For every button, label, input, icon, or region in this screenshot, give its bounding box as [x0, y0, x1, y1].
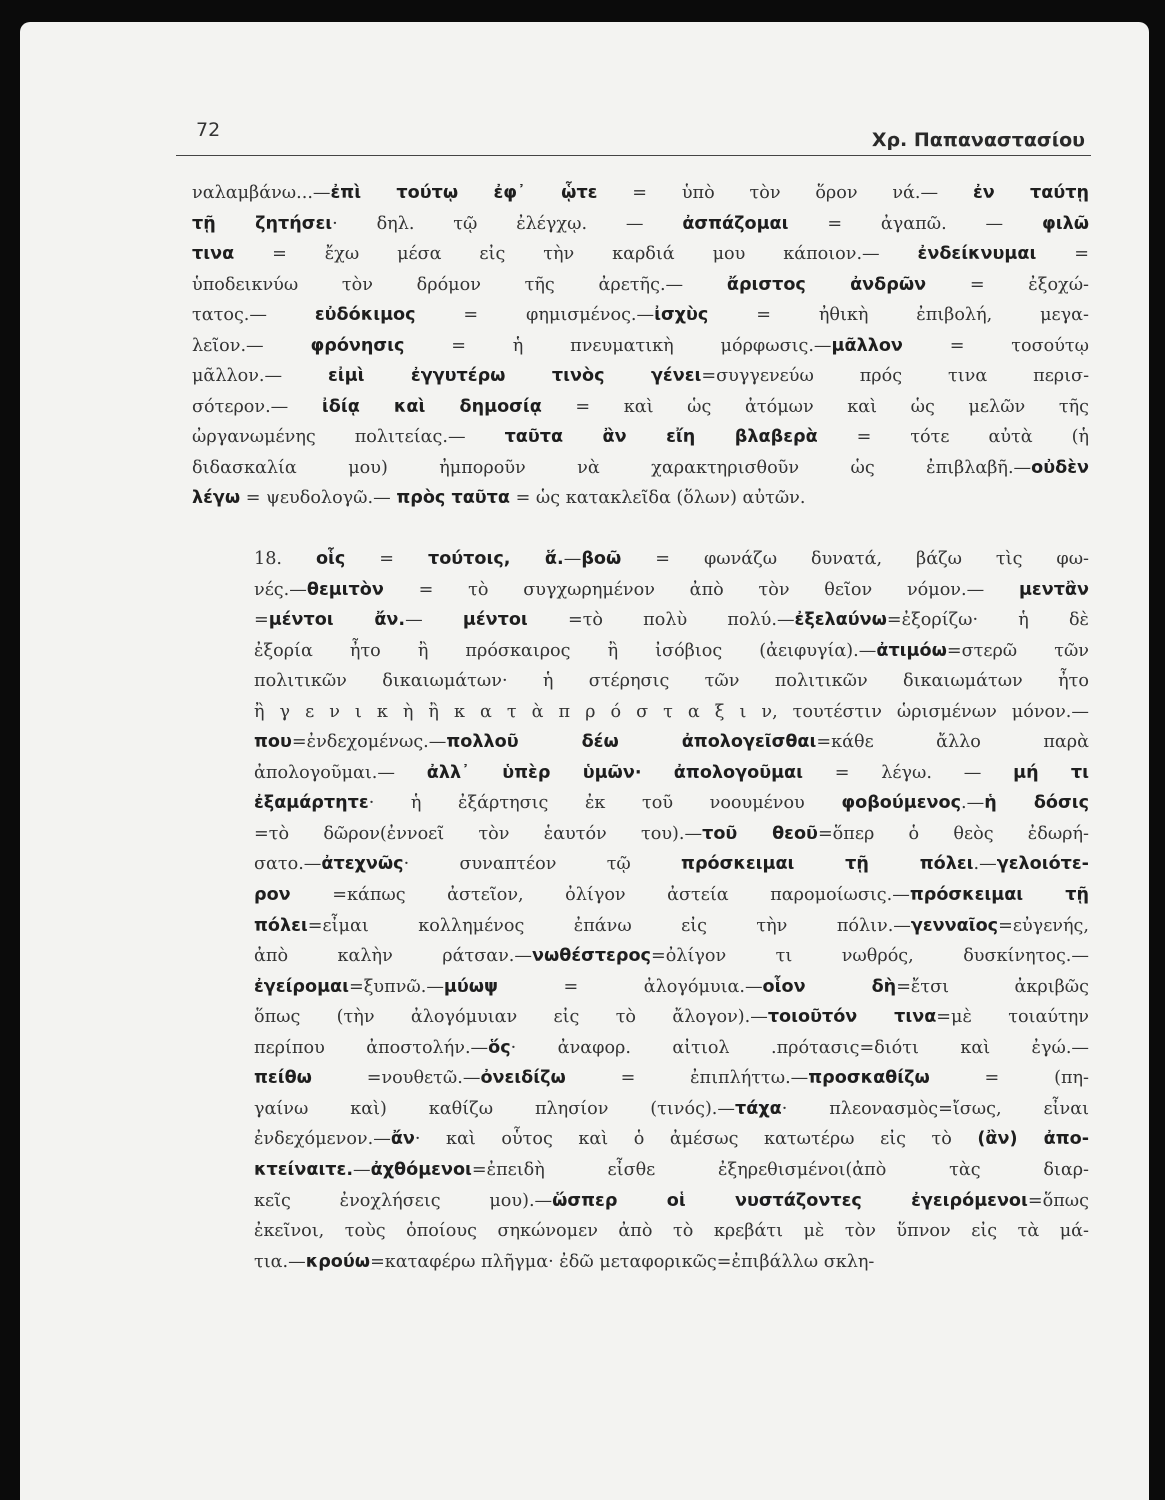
gloss-text: = ἡ πνευματικὴ μόρφωσις.— [404, 335, 832, 356]
gloss-text: =εὐγενής, [998, 915, 1089, 936]
text-line [192, 331, 1089, 362]
lemma-term: μή τι [1013, 762, 1089, 783]
lemma-term: οἷς [315, 549, 346, 570]
gloss-text: =συγγενεύω πρός τινα περισ- [701, 366, 1090, 387]
gloss-text: =ἐνδεχομένως.— [291, 732, 447, 753]
gloss-text: = φωνάζω δυνατά, βάζω τὶς φω- [621, 549, 1089, 570]
gloss-text: = ἐξοχώ- [926, 274, 1089, 295]
gloss-text: · ἀναφορ. αἰτιολ .πρότασις=διότι καὶ ἐγώ.— [510, 1037, 1090, 1058]
lemma-term: οἷον δὴ [762, 976, 897, 997]
text-line [192, 1186, 1089, 1217]
gloss-text: μᾶλλον.— [192, 366, 329, 387]
text-line [192, 941, 1089, 972]
lemma-term: ἐξαμάρτητε [254, 793, 369, 814]
gloss-text: 18. [254, 549, 316, 570]
lemma-term: ἰδίᾳ καὶ δημοσίᾳ [321, 396, 542, 417]
gloss-text: λεῖον.— [192, 335, 311, 356]
gloss-text: = ὑπὸ τὸν ὅρον νά.— [597, 183, 973, 203]
gloss-text: =κάπως ἀστεῖον, ὀλίγον ἀστεία παρομοίωσις.— [290, 885, 910, 906]
gloss-text: =κάθε ἄλλο παρὰ [816, 732, 1089, 753]
lemma-term: πρὸς ταῦτα [396, 488, 510, 509]
gloss-text: = [345, 549, 428, 570]
gloss-text: ἀπολογοῦμαι.— [254, 762, 427, 783]
text-line [192, 849, 1089, 880]
lemma-term: που [254, 732, 292, 753]
lemma-term: ὅς [488, 1037, 511, 1058]
gloss-text: =ὅπως [1027, 1190, 1089, 1211]
lemma-term: μᾶλλον [831, 335, 903, 356]
gloss-text: = τότε αὐτὰ (ἡ [817, 427, 1090, 448]
gloss-text: · συναπτέον τῷ [403, 854, 682, 875]
gloss-text: σότερον.— [192, 396, 322, 417]
lemma-term: πείθω [254, 1068, 312, 1089]
paragraph-1 [192, 178, 1089, 514]
lemma-term: πρόσκειμαι τῇ [909, 885, 1089, 906]
lemma-term: (ἂν) ἀπο- [977, 1129, 1090, 1150]
lemma-term: νωθέστερος [531, 946, 651, 967]
text-line [192, 972, 1089, 1003]
gloss-text: = καὶ ὡς ἀτόμων καὶ ὡς μελῶν τῆς [541, 396, 1089, 417]
text-line [192, 1002, 1089, 1033]
gloss-text: = λέγω. — [802, 762, 1014, 783]
gloss-text: = ἠθικὴ ἐπιβολή, μεγα- [708, 305, 1089, 326]
gloss-text: ὠργανωμένης πολιτείας.— [192, 427, 505, 448]
lemma-term: πρόσκειμαι τῇ πόλει [681, 854, 974, 875]
text-line [192, 483, 1089, 514]
commentary-text [192, 178, 1089, 1277]
text-line [192, 788, 1089, 819]
gloss-text: · δηλ. τῷ ἐλέγχῳ. — [332, 213, 683, 234]
lemma-term: φοβούμενος [841, 793, 961, 814]
gloss-text: =καταφέρω πλῆγμα· ἐδῶ μεταφορικῶς=ἐπιβάλλω σκλη- [370, 1251, 875, 1272]
text-line [192, 1124, 1089, 1155]
lemma-term: τοιοῦτόν τινα [767, 1007, 937, 1028]
lemma-term: εὐδόκιμος [314, 305, 416, 326]
text-line [192, 666, 1089, 697]
gloss-text: νές.— [254, 579, 307, 600]
gloss-text: τια.— [254, 1251, 306, 1272]
lemma-term: φρόνησις [310, 335, 405, 356]
gloss-text: τατος.— [192, 305, 315, 326]
lemma-term: κρούω [305, 1251, 371, 1272]
gloss-text: = ἀγαπῶ. — [788, 213, 1042, 234]
text-line [192, 1216, 1089, 1247]
lemma-term: μεντἂν [1018, 579, 1089, 600]
lemma-term: ὥσπερ οἱ νυστάζοντες ἐγειρόμενοι [552, 1190, 1028, 1211]
lemma-term: ἐγείρομαι [254, 976, 349, 997]
lemma-term: ἀτεχνῶς [321, 854, 404, 875]
lemma-term: οὐδὲν [1031, 457, 1089, 478]
gloss-text: .— [973, 854, 997, 875]
gloss-text: = τὸ συγχωρημένον ἀπὸ τὸν θεῖον νόμον.— [383, 579, 1019, 600]
gloss-text: ἐνδεχόμενον.— [254, 1129, 391, 1150]
gloss-text: = [254, 610, 269, 631]
text-line [192, 1033, 1089, 1064]
text-line [192, 880, 1089, 911]
lemma-term: πόλει [254, 915, 308, 936]
lemma-term: προσκαθίζω [808, 1068, 930, 1089]
text-line [192, 361, 1089, 392]
gloss-text: σατο.— [254, 854, 322, 875]
gloss-text: = ὡς κατακλεῖδα (ὅλων) αὐτῶν. [509, 488, 806, 509]
gloss-text: = τοσούτῳ [902, 335, 1089, 356]
lemma-term: τούτοις, ἅ. [427, 549, 564, 570]
lemma-term: θεμιτὸν [306, 579, 384, 600]
gloss-text: · καὶ οὗτος καὶ ὁ ἀμέσως κατωτέρω εἰς τὸ [414, 1129, 978, 1150]
text-line [192, 636, 1089, 667]
gloss-text: — [563, 549, 582, 570]
gloss-text: ἐξορία ἦτο ἢ πρόσκαιρος ἢ ἰσόβιος (ἀειφυγία).— [254, 640, 877, 661]
lemma-term: φιλῶ [1041, 213, 1089, 234]
gloss-text: =νουθετῶ.— [311, 1068, 481, 1089]
text-line [192, 239, 1089, 270]
gloss-text: = ψευδολογῶ.— [240, 488, 397, 509]
gloss-text: = ἐπιπλήττω.— [565, 1068, 809, 1089]
lemma-term: ἄριστος ἀνδρῶν [726, 274, 927, 295]
gloss-text: =τὸ πολὺ πολύ.— [527, 610, 795, 631]
gloss-text: — [405, 610, 463, 631]
gloss-text: .— [961, 793, 985, 814]
gloss-text: = φημισμένος.— [415, 305, 655, 326]
lemma-term: εἰμὶ ἐγγυτέρω τινὸς γένει [328, 366, 702, 387]
running-head: Χρ. Παπαναστασίου [871, 129, 1085, 151]
lemma-term: ἰσχὺς [654, 305, 709, 326]
gloss-text: ὑποδεικνύω τὸν δρόμον τῆς ἀρετῆς.— [192, 274, 727, 295]
text-line [192, 605, 1089, 636]
gloss-text: — [353, 1159, 371, 1180]
text-line [192, 819, 1089, 850]
lemma-term: γελοιότε- [996, 854, 1089, 875]
lemma-term: ἐν ταύτῃ [972, 183, 1090, 203]
gloss-text: ἀπὸ καλὴν ράτσαν.— [254, 946, 532, 967]
gloss-text: · πλεονασμὸς=ἴσως, εἶναι [781, 1098, 1089, 1119]
text-line [192, 1094, 1089, 1125]
lemma-term: ἐνδείκνυμαι [917, 244, 1037, 265]
gloss-text: =στερῶ τῶν [946, 640, 1089, 661]
gloss-text: διδασκαλία μου) ἠμποροῦν νὰ χαρακτηρισθοῦν ὡς ἐπιβλαβῆ.— [192, 457, 1032, 478]
gloss-text: γαίνω καὶ) καθίζω πλησίον (τινός).— [254, 1098, 735, 1119]
lemma-term: γενναῖος [910, 915, 999, 936]
lemma-term: κτείναιτε. [254, 1159, 354, 1180]
text-line [192, 544, 1089, 575]
gloss-text: = ἔχω μέσα εἰς τὴν καρδιά μου κάποιον.— [234, 244, 918, 265]
lemma-term: ἀλλ᾽ ὑπὲρ ὑμῶν· ἀπολογοῦμαι [426, 762, 803, 783]
gloss-text: ναλαμβάνω...— [192, 183, 331, 203]
gloss-text: =ὅπερ ὁ θεὸς ἐδωρή- [817, 823, 1090, 844]
gloss-text: ὅπως (τὴν ἀλογόμυιαν εἰς τὸ ἄλογον).— [254, 1007, 768, 1028]
lemma-term: ἐξελαύνω [794, 610, 887, 631]
gloss-text: περίπου ἀποστολήν.— [254, 1037, 489, 1058]
text-line [192, 300, 1089, 331]
text-line [192, 727, 1089, 758]
gloss-text: κεῖς ἐνοχλήσεις μου).— [254, 1190, 553, 1211]
gloss-text: = (πη- [929, 1068, 1089, 1089]
gloss-text: πολιτικῶν δικαιωμάτων· ἡ στέρησις τῶν πολιτικῶν δικαιωμάτων ἦτο [254, 671, 1089, 692]
lemma-term: ρον [254, 885, 291, 906]
lemma-term: ἀτιμόω [876, 640, 947, 661]
text-line [192, 1247, 1089, 1278]
lemma-term: ὀνειδίζω [480, 1068, 566, 1089]
lemma-term: ταῦτα ἂν εἴη βλαβερὰ [504, 427, 818, 448]
gloss-text: =ἐξορίζω· ἡ δὲ [886, 610, 1089, 631]
text-line [192, 392, 1089, 423]
lemma-term: μύωψ [443, 976, 499, 997]
gloss-text: =ὀλίγον τι νωθρός, δυσκίνητος.— [650, 946, 1089, 967]
gloss-text: =ξυπνῶ.— [349, 976, 444, 997]
lemma-term: ἐπὶ τούτῳ ἐφ᾽ ᾧτε [330, 183, 598, 203]
lemma-term: μέντοι [462, 610, 528, 631]
gloss-text: =τὸ δῶρον(ἐννοεῖ τὸν ἑαυτόν του).— [254, 823, 703, 844]
lemma-term: πολλοῦ δέω ἀπολογεῖσθαι [446, 732, 817, 753]
lemma-term: ἡ δόσις [984, 793, 1089, 814]
text-line [192, 178, 1089, 209]
text-line [192, 422, 1089, 453]
text-line [192, 697, 1089, 728]
lemma-term: ἄν [390, 1129, 415, 1150]
gloss-text: = [1036, 244, 1089, 265]
gloss-text: · ἡ ἐξάρτησις ἐκ τοῦ νοουμένου [368, 793, 842, 814]
lemma-term: ἀσπάζομαι [682, 213, 789, 234]
text-line [192, 209, 1089, 240]
text-line [192, 270, 1089, 301]
text-line [192, 453, 1089, 484]
gloss-text: =ἔτσι ἀκριβῶς [896, 976, 1089, 997]
text-line [192, 1063, 1089, 1094]
lemma-term: μέντοι ἄν. [268, 610, 406, 631]
text-line [192, 911, 1089, 942]
page-number: 72 [196, 119, 221, 141]
gloss-text: = ἀλογόμυια.— [498, 976, 763, 997]
text-line [192, 758, 1089, 789]
lemma-term: τῇ ζητήσει [192, 213, 333, 234]
lemma-term: βοῶ [581, 549, 622, 570]
gloss-text: =ἐπειδὴ εἶσθε ἐξηρεθισμένοι(ἀπὸ τὰς διαρ- [471, 1159, 1089, 1180]
text-line [192, 1155, 1089, 1186]
gloss-text: =εἶμαι κολλημένος ἐπάνω εἰς τὴν πόλιν.— [307, 915, 911, 936]
lemma-term: τοῦ θεοῦ [702, 823, 818, 844]
lemma-term: τάχα [735, 1098, 782, 1119]
lemma-term: λέγω [192, 488, 241, 509]
lemma-term: ἀχθόμενοι [370, 1159, 472, 1180]
paragraph-18 [192, 544, 1089, 1277]
text-line [192, 575, 1089, 606]
gloss-text: ἢ γ ε ν ι κ ὴ ἢ κ α τ ὰ π ρ ό σ τ α ξ ι ν, τουτέστιν ὡρισμένων μόνον.— [254, 701, 1089, 722]
lemma-term: τινα [192, 244, 235, 265]
gloss-text: =μὲ τοιαύτην [936, 1007, 1089, 1028]
page-header [176, 119, 1091, 156]
gloss-text: ἐκεῖνοι, τοὺς ὁποίους σηκώνομεν ἀπὸ τὸ κρεβάτι μὲ τὸν ὕπνον εἰς τὰ μά- [254, 1221, 1089, 1242]
